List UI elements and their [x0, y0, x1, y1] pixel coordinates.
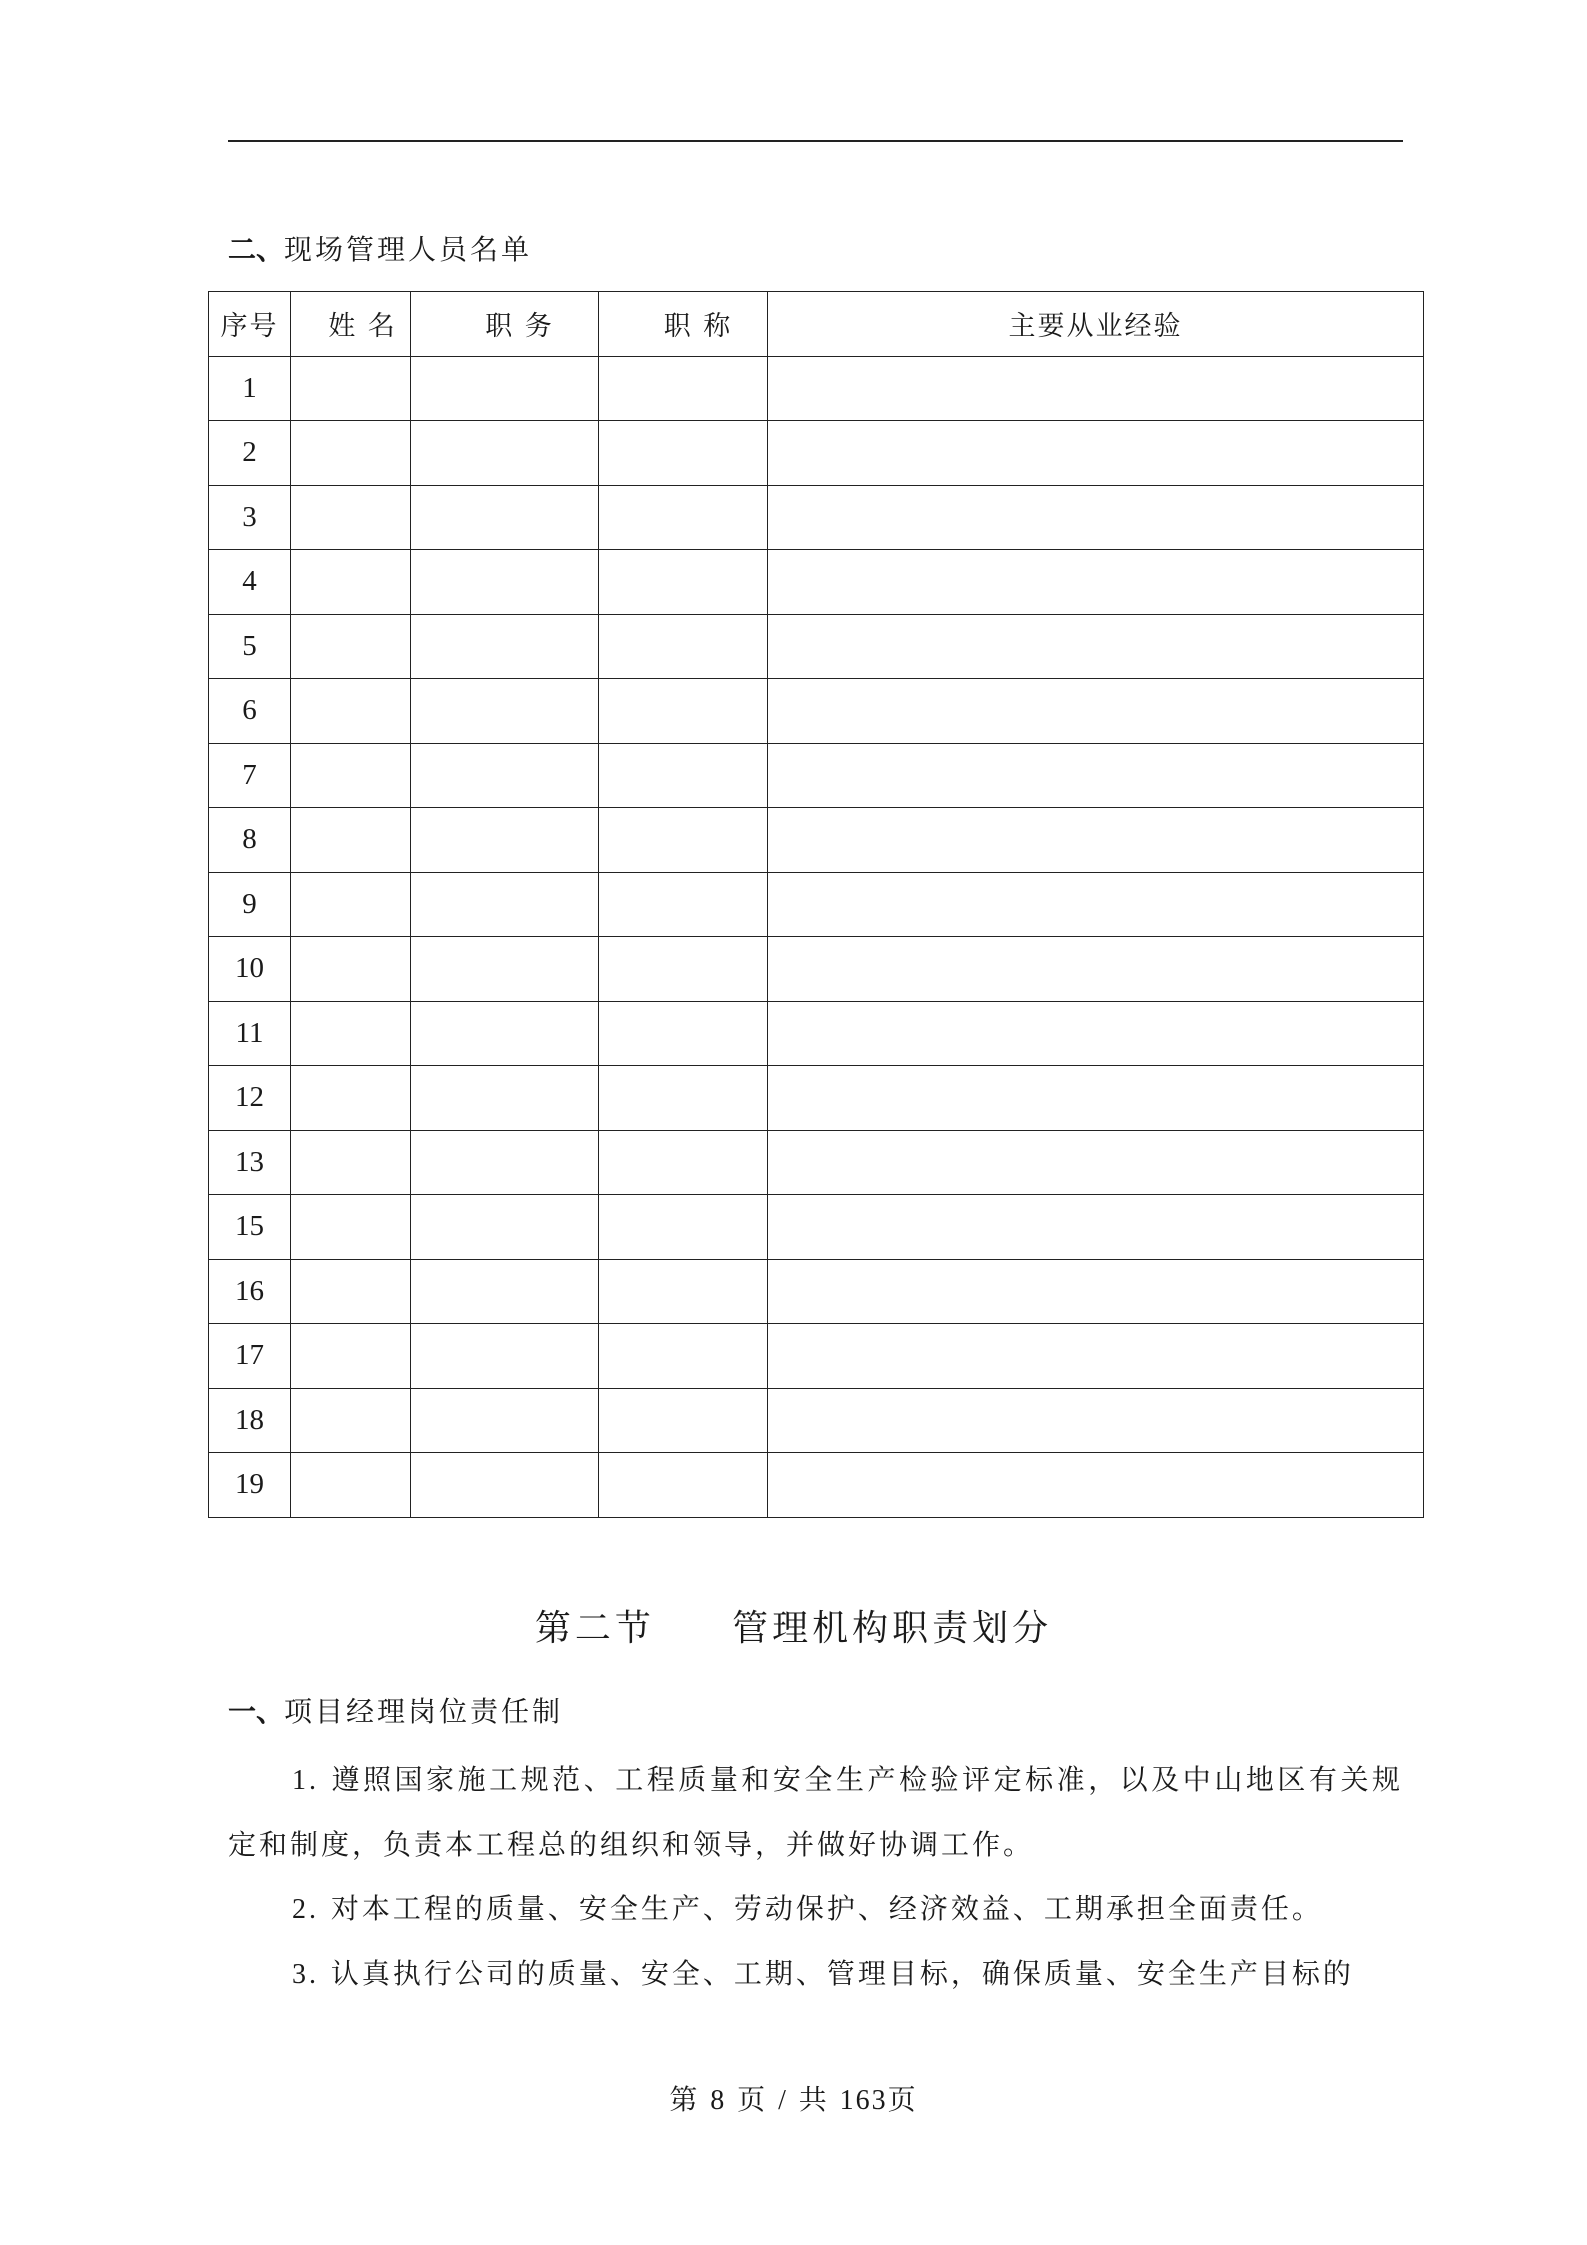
table-row	[209, 1066, 1424, 1131]
cell-seq: 17	[209, 1324, 291, 1389]
cell-experience	[768, 485, 1424, 550]
table-row	[209, 808, 1424, 873]
cell-position	[411, 1066, 599, 1131]
cell-experience	[768, 679, 1424, 744]
cell-title	[599, 1324, 768, 1389]
cell-title	[599, 1066, 768, 1131]
cell-title	[599, 808, 768, 873]
cell-seq: 4	[209, 550, 291, 615]
cell-position	[411, 679, 599, 744]
cell-experience	[768, 1001, 1424, 1066]
cell-title	[599, 1453, 768, 1518]
cell-position	[411, 1259, 599, 1324]
footer-page-current: 8	[710, 2085, 727, 2116]
cell-position	[411, 1130, 599, 1195]
cell-experience	[768, 872, 1424, 937]
cell-name	[291, 356, 411, 421]
cell-name	[291, 1066, 411, 1131]
cell-position	[411, 485, 599, 550]
cell-experience	[768, 356, 1424, 421]
table-row	[209, 872, 1424, 937]
cell-position	[411, 1388, 599, 1453]
cell-name	[291, 421, 411, 486]
table-row	[209, 1195, 1424, 1260]
cell-position	[411, 356, 599, 421]
cell-name	[291, 485, 411, 550]
footer-total-label: 共	[798, 2083, 829, 2116]
cell-position	[411, 1453, 599, 1518]
cell-experience	[768, 937, 1424, 1002]
paragraph-number: 1.	[292, 1765, 319, 1796]
cell-position	[411, 1195, 599, 1260]
table-row	[209, 421, 1424, 486]
cell-experience	[768, 1130, 1424, 1195]
cell-seq: 9	[209, 872, 291, 937]
cell-seq: 16	[209, 1259, 291, 1324]
footer-page-label: 第	[669, 2083, 700, 2116]
cell-title	[599, 1388, 768, 1453]
section-number: 一、	[228, 1695, 285, 1728]
header-experience: 主要从业经验	[768, 292, 1424, 357]
paragraph-2	[228, 1877, 1403, 1942]
cell-position	[411, 743, 599, 808]
cell-position	[411, 808, 599, 873]
cell-seq: 19	[209, 1453, 291, 1518]
cell-name	[291, 1001, 411, 1066]
cell-title	[599, 679, 768, 744]
cell-position	[411, 614, 599, 679]
cell-experience	[768, 1066, 1424, 1131]
section-title: 项目经理岗位责任制	[284, 1695, 564, 1728]
cell-experience	[768, 808, 1424, 873]
cell-name	[291, 1259, 411, 1324]
table-row	[209, 679, 1424, 744]
header-name: 姓 名	[291, 292, 411, 357]
header-position: 职 务	[411, 292, 599, 357]
header-title: 职 称	[599, 292, 768, 357]
cell-name	[291, 614, 411, 679]
paragraph-number: 3.	[292, 1959, 319, 1990]
cell-title	[599, 1130, 768, 1195]
section-heading-staff-list	[228, 228, 532, 268]
section-number: 二、	[228, 233, 285, 266]
cell-experience	[768, 1195, 1424, 1260]
cell-title	[599, 421, 768, 486]
table-row	[209, 1388, 1424, 1453]
header-rule	[228, 140, 1403, 142]
cell-position	[411, 937, 599, 1002]
responsibility-paragraphs	[228, 1748, 1403, 2007]
table-row	[209, 356, 1424, 421]
cell-title	[599, 1195, 768, 1260]
cell-title	[599, 872, 768, 937]
cell-title	[599, 356, 768, 421]
cell-title	[599, 937, 768, 1002]
footer-total-unit: 页	[887, 2083, 918, 2116]
cell-seq: 3	[209, 485, 291, 550]
cell-experience	[768, 743, 1424, 808]
cell-position	[411, 872, 599, 937]
table-row	[209, 614, 1424, 679]
cell-position	[411, 1001, 599, 1066]
paragraph-text: 认真执行公司的质量、安全、工期、管理目标，确保质量、安全生产目标的	[330, 1957, 1354, 1990]
cell-name	[291, 1130, 411, 1195]
cell-name	[291, 550, 411, 615]
cell-position	[411, 421, 599, 486]
staff-table	[208, 291, 1424, 1518]
footer-page-total: 163	[839, 2085, 888, 2116]
cell-experience	[768, 421, 1424, 486]
cell-experience	[768, 1324, 1424, 1389]
cell-name	[291, 1324, 411, 1389]
paragraph-number: 2.	[292, 1894, 319, 1925]
cell-seq: 8	[209, 808, 291, 873]
cell-name	[291, 937, 411, 1002]
cell-name	[291, 808, 411, 873]
cell-seq: 18	[209, 1388, 291, 1453]
cell-seq: 6	[209, 679, 291, 744]
table-row	[209, 550, 1424, 615]
header-seq: 序号	[209, 292, 291, 357]
cell-seq: 5	[209, 614, 291, 679]
cell-seq: 13	[209, 1130, 291, 1195]
cell-position	[411, 550, 599, 615]
paragraph-3	[228, 1942, 1403, 2007]
cell-position	[411, 1324, 599, 1389]
paragraph-1	[228, 1748, 1403, 1877]
cell-name	[291, 1453, 411, 1518]
cell-title	[599, 550, 768, 615]
table-row	[209, 743, 1424, 808]
footer-page-unit: 页	[737, 2083, 768, 2116]
cell-experience	[768, 1453, 1424, 1518]
cell-name	[291, 743, 411, 808]
table-row	[209, 1130, 1424, 1195]
table-row	[209, 485, 1424, 550]
cell-seq: 12	[209, 1066, 291, 1131]
section-title-2: 第二节 管理机构职责划分	[534, 1608, 1053, 1649]
table-row	[209, 1324, 1424, 1389]
cell-name	[291, 679, 411, 744]
cell-title	[599, 743, 768, 808]
cell-seq: 15	[209, 1195, 291, 1260]
cell-title	[599, 1259, 768, 1324]
table-header-row	[209, 292, 1424, 357]
cell-name	[291, 1388, 411, 1453]
paragraph-text: 遵照国家施工规范、工程质量和安全生产检验评定标准，以及中山地区有关规定和制度，负责本工程总的组织和领导，并做好协调工作。	[228, 1763, 1403, 1861]
cell-name	[291, 1195, 411, 1260]
table-row	[209, 1001, 1424, 1066]
cell-seq: 10	[209, 937, 291, 1002]
paragraph-text: 对本工程的质量、安全生产、劳动保护、经济效益、工期承担全面责任。	[330, 1892, 1323, 1925]
cell-experience	[768, 1259, 1424, 1324]
table-row	[209, 1259, 1424, 1324]
table-row	[209, 937, 1424, 1002]
cell-name	[291, 872, 411, 937]
cell-title	[599, 614, 768, 679]
cell-seq: 11	[209, 1001, 291, 1066]
cell-seq: 1	[209, 356, 291, 421]
cell-experience	[768, 614, 1424, 679]
cell-title	[599, 1001, 768, 1066]
section-title: 现场管理人员名单	[284, 233, 533, 266]
page-footer	[0, 2078, 1587, 2118]
cell-seq: 7	[209, 743, 291, 808]
section-heading-pm-responsibility	[228, 1690, 563, 1730]
cell-experience	[768, 1388, 1424, 1453]
footer-separator: /	[778, 2085, 788, 2116]
cell-title	[599, 485, 768, 550]
table-row	[209, 1453, 1424, 1518]
cell-seq: 2	[209, 421, 291, 486]
cell-experience	[768, 550, 1424, 615]
